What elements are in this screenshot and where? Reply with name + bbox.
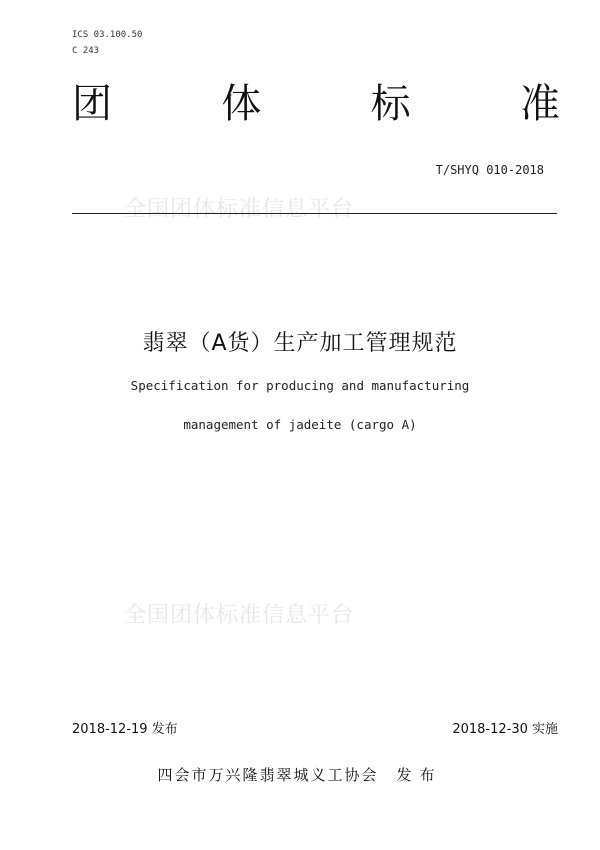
ccs-code: C 243 xyxy=(72,46,100,56)
publish-date: 2018-12-19 发布 xyxy=(72,722,178,737)
title-char-2: 体 xyxy=(221,81,262,127)
watermark-bottom: 全国团体标准信息平台 xyxy=(124,603,355,628)
standard-number: T/SHYQ 010-2018 xyxy=(435,163,544,177)
ics-code: ICS 03.100.50 xyxy=(72,30,143,40)
implementation-date: 2018-12-30 实施 xyxy=(452,722,558,737)
issuer-action: 发布 xyxy=(396,766,443,784)
title-char-1: 团 xyxy=(72,81,112,127)
title-char-4: 准 xyxy=(519,81,560,127)
header-divider xyxy=(72,213,557,214)
standard-type-title xyxy=(72,80,560,128)
title-char-3: 标 xyxy=(370,81,411,127)
issuer-line xyxy=(0,764,600,785)
document-title-en-line1: Specification for producing and manufacturing xyxy=(130,378,470,393)
document-title-en-line2: management of jadeite (cargo A) xyxy=(183,417,417,432)
document-title-zh: 翡翠（A货）生产加工管理规范 xyxy=(142,331,458,356)
watermark-top: 全国团体标准信息平台 xyxy=(124,197,355,222)
issuer-name: 四会市万兴隆翡翠城义工协会 xyxy=(157,766,379,784)
